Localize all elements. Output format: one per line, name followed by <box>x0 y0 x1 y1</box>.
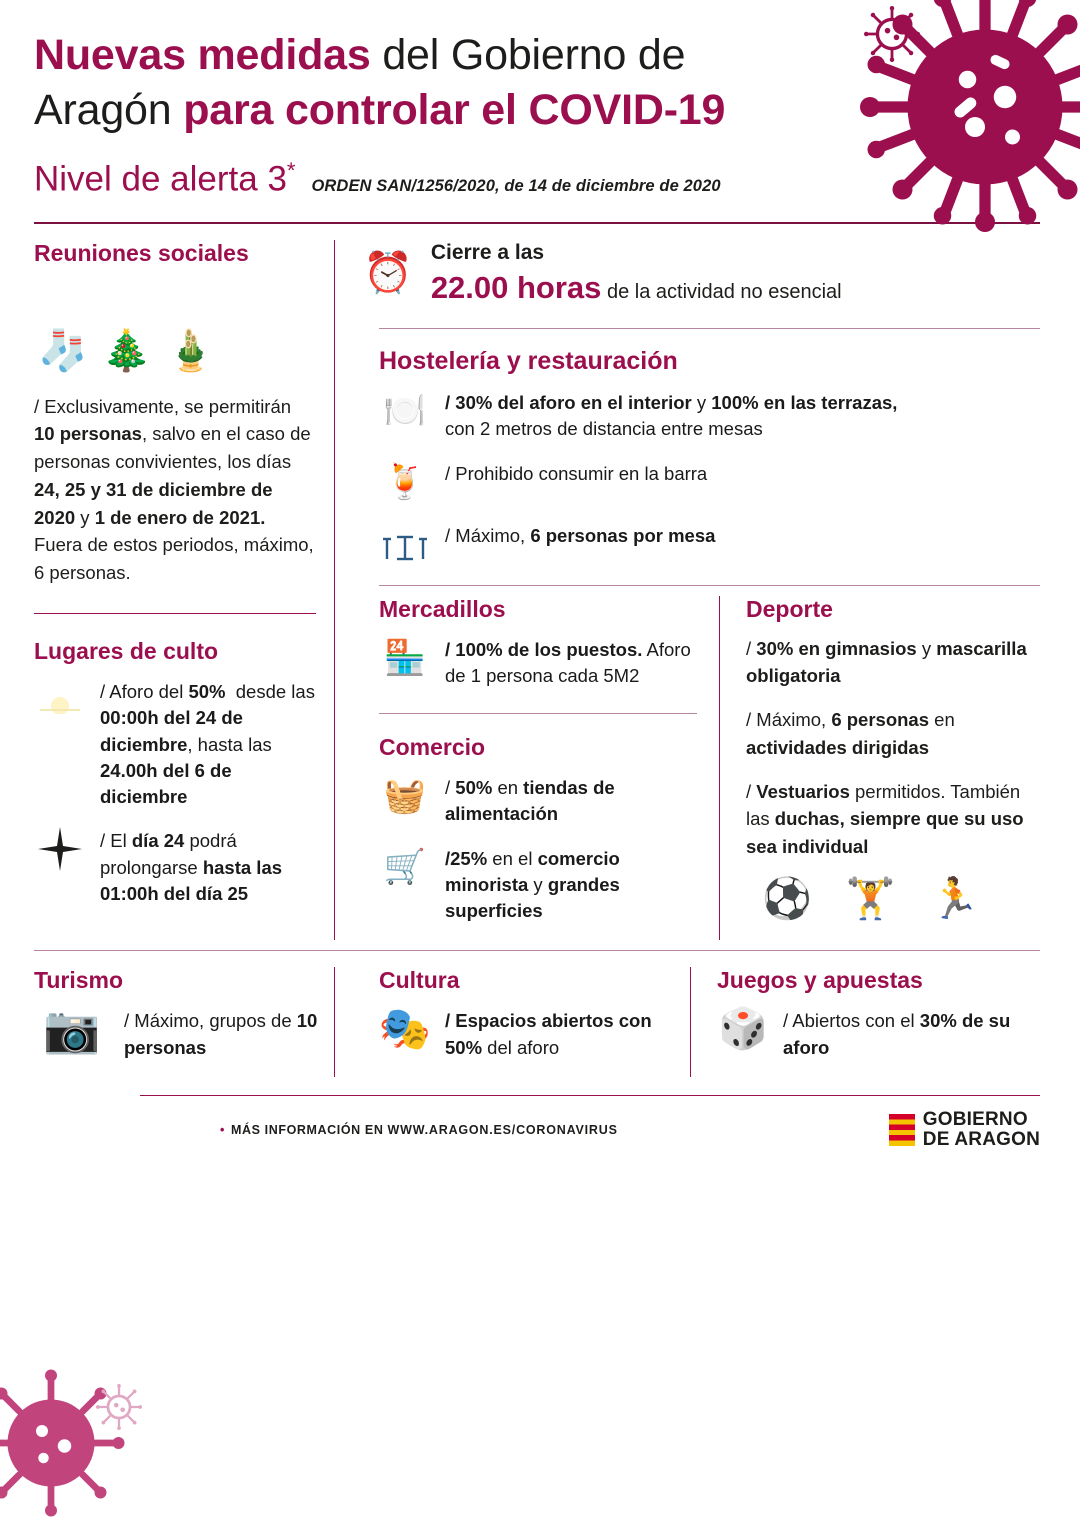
deporte-item-3-text: / Vestuarios permitidos. También las duchas, siempre que su uso sea individual <box>746 780 1024 858</box>
section-title-turismo: Turismo <box>34 967 124 994</box>
section-title-mercadillos: Mercadillos <box>379 595 506 622</box>
camera-icon: 📷 <box>43 1003 101 1056</box>
subcolumns <box>363 596 1040 941</box>
culto-item-2-text: / El día 24 podrá prolongarse hasta las 01:00h del día 25 <box>100 830 283 904</box>
alarm-clock-icon: ⏰ <box>363 250 413 295</box>
dice-icon: 🎲 <box>718 1007 768 1052</box>
culto-item-1 <box>34 677 316 810</box>
hosteleria-item-2 <box>379 459 1040 505</box>
comercio-item-1-text: / 50% en tiendas de alimentación <box>445 777 615 825</box>
culto-item-2 <box>34 826 316 907</box>
closing-hours: 22.00 horas <box>430 269 602 305</box>
section-cultura <box>334 967 690 1077</box>
divider-right-1 <box>379 328 1040 329</box>
subcolumn-center <box>363 596 719 941</box>
section-title-deporte: Deporte <box>746 595 833 622</box>
alert-level-text: Nivel de alerta 3 <box>34 159 287 199</box>
cultura-text: / Espacios abiertos con 50% del aforo <box>445 1010 652 1058</box>
title-part-3: Aragón <box>34 86 184 135</box>
comercio-item-1 <box>363 773 697 828</box>
section-title-cultura: Cultura <box>379 967 460 994</box>
section-title-reuniones: Reuniones sociales <box>34 239 249 266</box>
hosteleria-item-1-text: / 30% del aforo en el interior y 100% en las terrazas, con 2 metros de distancia entre mesas <box>445 392 898 440</box>
footer-info <box>220 1123 618 1137</box>
title-part-2: del Gobierno de <box>370 31 686 79</box>
market-stall-icon: 🏪 <box>383 638 427 677</box>
logo-line-1: GOBIERNO <box>922 1109 1028 1131</box>
turismo-text: / Máximo, grupos de 10 personas <box>124 1010 318 1058</box>
closing-time-block <box>363 240 1040 306</box>
alert-level <box>34 158 295 200</box>
gobierno-aragon-logo <box>889 1110 1040 1150</box>
juegos-item <box>717 1006 1040 1061</box>
football-icon: ⚽ <box>762 876 812 921</box>
hosteleria-item-2-text: / Prohibido consumir en la barra <box>445 462 708 484</box>
comercio-item-2 <box>363 844 697 925</box>
juegos-text: / Abiertos con el 30% de su aforo <box>783 1010 1011 1058</box>
christmas-bauble-icon: 🎍 <box>165 328 216 373</box>
divider-right-2 <box>379 585 1040 586</box>
header <box>0 0 1080 200</box>
deporte-item-2-text: / Máximo, 6 personas en actividades dirigidas <box>746 709 955 758</box>
title-part-1: Nuevas medidas <box>34 31 371 79</box>
comercio-item-2-text: /25% en el comercio minorista y grandes superficies <box>445 847 620 922</box>
food-basket-icon: 🧺 <box>383 777 427 816</box>
sport-icons-row <box>746 876 1040 921</box>
table-chairs-icon <box>379 521 431 567</box>
bullet-icon: • <box>220 1122 225 1137</box>
title-part-4: para controlar el COVID-19 <box>183 86 726 135</box>
order-reference: ORDEN SAN/1256/2020, de 14 de diciembre de 2020 <box>311 176 721 195</box>
subcolumn-right <box>719 596 1040 941</box>
footer-url[interactable]: WWW.ARAGON.ES/CORONAVIRUS <box>387 1122 618 1137</box>
theatre-masks-icon: 🎭 <box>378 1005 432 1053</box>
christmas-tree-icon: 🎄 <box>101 328 152 373</box>
section-title-culto: Lugares de culto <box>34 637 219 664</box>
christmas-icons-row <box>38 279 316 371</box>
page-title <box>34 28 864 138</box>
hosteleria-item-3-text: / Máximo, 6 personas por mesa <box>445 524 716 546</box>
turismo-item <box>34 1003 318 1061</box>
weightlifting-icon: 🏋️ <box>845 876 896 921</box>
section-title-juegos: Juegos y apuestas <box>717 967 923 994</box>
deporte-item-1-text: / 30% en gimnasios y mascarilla obligatoria <box>746 637 1027 687</box>
divider-center-1 <box>379 713 697 714</box>
cultura-item <box>363 1006 668 1061</box>
bottom-row <box>0 967 1080 1077</box>
christmas-stocking-icon: 🧦 <box>38 328 88 373</box>
logo-line-2: DE ARAGON <box>922 1128 1040 1150</box>
closing-line-2: de la actividad no esencial <box>601 280 842 303</box>
coronavirus-bottom-small-icon <box>96 1384 142 1430</box>
divider-left-1 <box>34 613 316 614</box>
reuniones-text: / Exclusivamente, se permitirán 10 personas, salvo en el caso de personas convivientes, los días 24, 25 y 31 de diciembre de 2020 y 1 de enero de 2021. Fuera de estos periodos, máximo, 6 personas. <box>34 395 314 584</box>
section-turismo <box>34 967 334 1077</box>
hosteleria-item-3 <box>379 521 1040 567</box>
content-area <box>0 224 1080 941</box>
star-icon <box>34 826 86 872</box>
section-juegos <box>690 967 1040 1077</box>
aragon-flag-icon <box>889 1114 915 1146</box>
divider-bottom <box>34 950 1040 951</box>
section-title-hosteleria: Hostelería y restauración <box>379 347 678 376</box>
section-title-comercio: Comercio <box>379 734 486 761</box>
sunrise-icon <box>34 677 86 723</box>
shopping-cart-icon: 🛒 <box>383 847 427 886</box>
footer-info-prefix: MÁS INFORMACIÓN EN <box>230 1122 388 1137</box>
cocktail-icon: 🍹 <box>383 462 427 501</box>
running-icon: 🏃 <box>929 876 980 921</box>
alert-level-asterisk: * <box>286 158 296 184</box>
section-hosteleria <box>363 347 1040 567</box>
right-column <box>334 240 1040 941</box>
food-cloche-icon: 🍽️ <box>383 392 427 431</box>
mercadillos-item-1-text: / 100% de los puestos. Aforo de 1 persona cada 5M2 <box>445 638 691 686</box>
hosteleria-item-1 <box>379 388 1040 443</box>
left-column <box>34 240 334 941</box>
culto-item-1-text: / Aforo del 50% desde las 00:00h del 24 de diciembre, hasta las 24.00h del 6 de diciembre <box>100 680 315 808</box>
closing-line-1: Cierre a las <box>430 240 545 264</box>
footer <box>0 1096 1080 1150</box>
mercadillos-item-1 <box>363 635 697 690</box>
